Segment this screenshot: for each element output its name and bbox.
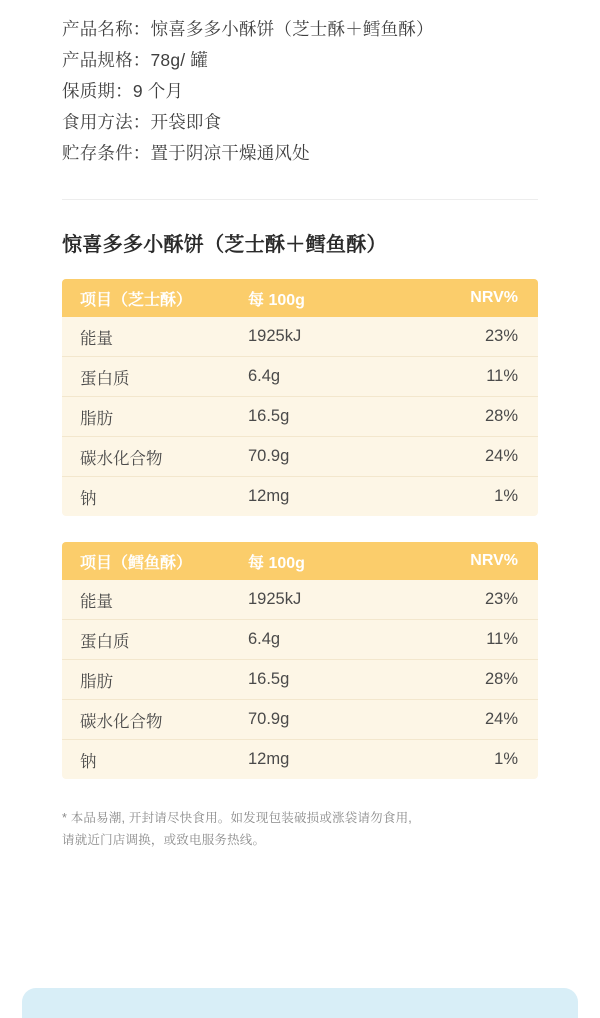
column-header-nrv: NRV%: [470, 552, 518, 569]
nutrition-table-codfish: [62, 542, 538, 779]
spec-row: [62, 45, 540, 76]
cell-per100g: 12mg: [248, 750, 290, 768]
table-row: [62, 740, 538, 779]
spec-value: 置于阴凉干燥通风处: [150, 143, 310, 163]
cell-item: 脂肪: [80, 409, 113, 428]
column-header-item: 项目（芝士酥）: [80, 291, 193, 309]
cell-per100g: 1925kJ: [248, 590, 302, 608]
cell-per100g: 70.9g: [248, 447, 290, 465]
cell-item: 钠: [80, 752, 97, 771]
cell-item: 能量: [80, 592, 113, 611]
cell-per100g: 16.5g: [248, 670, 290, 688]
spec-value: 9 个月: [132, 81, 184, 101]
spec-label: 产品名称：: [62, 19, 151, 39]
spec-label: 食用方法：: [62, 112, 151, 132]
table-row: [62, 317, 538, 357]
spec-row: [62, 138, 540, 169]
cell-per100g: 70.9g: [248, 710, 290, 728]
table-row: [62, 477, 538, 516]
cell-nrv: 23%: [484, 327, 518, 345]
spec-row: [62, 14, 540, 45]
column-header-per100g: 每 100g: [248, 291, 305, 309]
spec-value: 开袋即食: [150, 112, 222, 132]
cell-item: 蛋白质: [80, 632, 130, 651]
cell-per100g: 16.5g: [248, 407, 290, 425]
table-row: [62, 660, 538, 700]
cell-nrv: 28%: [484, 407, 518, 425]
spec-value: 惊喜多多小酥饼（芝士酥＋鳕鱼酥）: [150, 19, 434, 39]
footnote-line: 请就近门店调换，或致电服务热线。: [62, 833, 266, 847]
cell-item: 蛋白质: [80, 369, 130, 388]
footnote: [62, 807, 542, 851]
footnote-line: * 本品易潮, 开封请尽快食用。如发现包装破损或涨袋请勿食用,: [62, 811, 412, 825]
table-row: [62, 580, 538, 620]
cell-nrv: 1%: [494, 487, 518, 505]
cell-nrv: 24%: [484, 710, 518, 728]
product-spec-block: [0, 0, 600, 169]
bottom-decoration-card: [22, 988, 578, 1018]
bottom-decoration: [0, 970, 600, 1018]
cell-per100g: 1925kJ: [248, 327, 302, 345]
cell-nrv: 23%: [484, 590, 518, 608]
cell-nrv: 11%: [486, 630, 518, 648]
spec-row: [62, 76, 540, 107]
cell-item: 脂肪: [80, 672, 113, 691]
table-header-row: [62, 279, 538, 317]
cell-item: 碳水化合物: [80, 449, 163, 468]
cell-nrv: 1%: [494, 750, 518, 768]
section-divider: [62, 199, 538, 200]
cell-nrv: 11%: [486, 367, 518, 385]
cell-per100g: 12mg: [248, 487, 290, 505]
spec-value: 78g/ 罐: [150, 50, 209, 70]
cell-item: 碳水化合物: [80, 712, 163, 731]
spec-row: [62, 107, 540, 138]
cell-item: 能量: [80, 329, 113, 348]
cell-item: 钠: [80, 489, 97, 508]
column-header-nrv: NRV%: [470, 289, 518, 306]
page-title: 惊喜多多小酥饼（芝士酥＋鳕鱼酥）: [62, 234, 387, 256]
table-row: [62, 397, 538, 437]
column-header-item: 项目（鳕鱼酥）: [80, 554, 193, 572]
cell-nrv: 24%: [484, 447, 518, 465]
table-row: [62, 357, 538, 397]
cell-per100g: 6.4g: [248, 367, 281, 385]
spec-label: 保质期：: [62, 81, 133, 101]
table-row: [62, 620, 538, 660]
table-row: [62, 700, 538, 740]
table-header-row: [62, 542, 538, 580]
spec-label: 贮存条件：: [62, 143, 151, 163]
column-header-per100g: 每 100g: [248, 554, 305, 572]
spec-label: 产品规格：: [62, 50, 151, 70]
cell-per100g: 6.4g: [248, 630, 281, 648]
nutrition-table-cheese: [62, 279, 538, 516]
table-row: [62, 437, 538, 477]
cell-nrv: 28%: [484, 670, 518, 688]
